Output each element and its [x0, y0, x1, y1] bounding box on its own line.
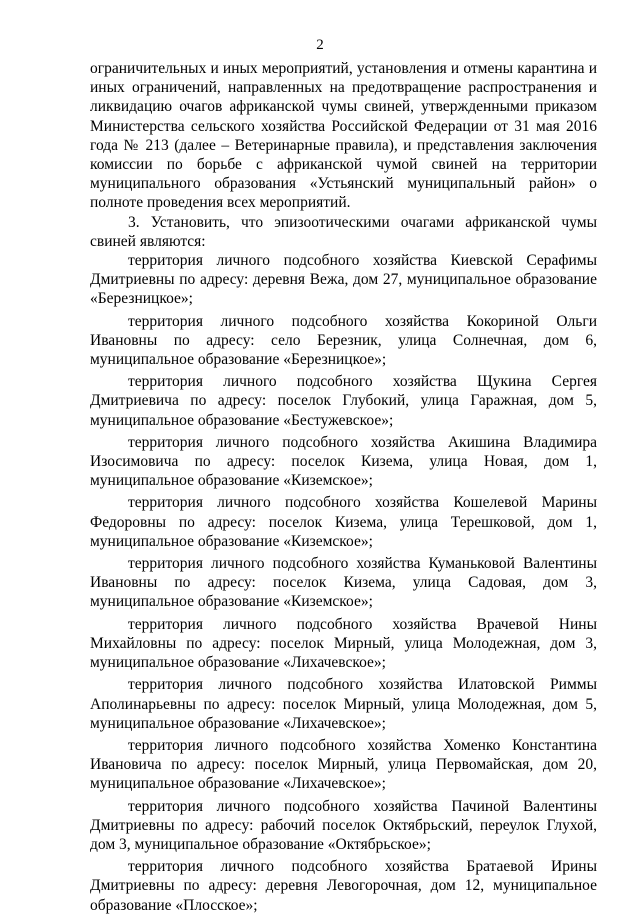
page-number: 2	[316, 37, 324, 53]
list-item: территория личного подсобного хозяйства Куманьковой Валентины Ивановны по адресу: поселок Кизема, улица Садовая, дом 3, муниципальное образование «Киземское»;	[90, 555, 597, 611]
list-item: территория личного подсобного хозяйства Щукина Сергея Дмитриевича по адресу: поселок Глубокий, улица Гаражная, дом 5, муниципальное образование «Бестужевское»;	[90, 373, 597, 429]
list-item: территория личного подсобного хозяйства Илатовской Риммы Аполинарьевны по адресу: поселок Мирный, улица Молодежная, дом 5, муниципальное образование «Лихачевское»;	[90, 676, 597, 732]
list-item: территория личного подсобного хозяйства Кокориной Ольги Ивановны по адресу: село Березник, улица Солнечная, дом 6, муниципальное образование «Березницкое»;	[90, 312, 597, 369]
list-item: территория личного подсобного хозяйства Пачиной Валентины Дмитриевны по адресу: рабочий поселок Октябрьский, переулок Глухой, дом 3, муниципальное образование «Октябрьское»;	[90, 797, 597, 853]
intro-paragraph: ограничительных и иных мероприятий, установления и отмены карантина и иных ограничений, направленных на предотвращение распространения и ликвидацию очагов африканской чумы свиней, утвержденными приказом Министерства сельского хозяйства Российской Федерации от 31 мая 2016 года № 213 (далее – Ветеринарные правила), и представления заключения комиссии по борьбе с африканской чумой свиней на территории муниципального образования «Устьянский муниципальный район» о полноте проведения всех мероприятий.	[90, 60, 597, 212]
list-item: территория личного подсобного хозяйства Хоменко Константина Ивановича по адресу: поселок Мирный, улица Первомайская, дом 20, муниципальное образование «Лихачевское»;	[90, 736, 597, 793]
document-body	[90, 59, 597, 918]
list-item: территория личного подсобного хозяйства Кошелевой Марины Федоровны по адресу: поселок Кизема, улица Терешковой, дом 1, муниципальное образование «Киземское»;	[90, 494, 597, 550]
list-item: территория личного подсобного хозяйства Братаевой Ирины Дмитриевны по адресу: деревня Левогорочная, дом 12, муниципальное образование «Плосское»;	[90, 858, 597, 914]
list-item: территория личного подсобного хозяйства Врачевой Нины Михайловны по адресу: поселок Мирный, улица Молодежная, дом 3, муниципальное образование «Лихачевское»;	[90, 615, 597, 672]
list-item: территория личного подсобного хозяйства Акишина Владимира Изосимовича по адресу: поселок Кизема, улица Новая, дом 1, муниципальное образование «Киземское»;	[90, 433, 597, 490]
point-3-paragraph: 3. Установить, что эпизоотическими очагами африканской чумы свиней являются:	[90, 213, 597, 250]
list-item: территория личного подсобного хозяйства Киевской Серафимы Дмитриевны по адресу: деревня Вежа, дом 27, муниципальное образование «Березницкое»;	[90, 252, 597, 308]
